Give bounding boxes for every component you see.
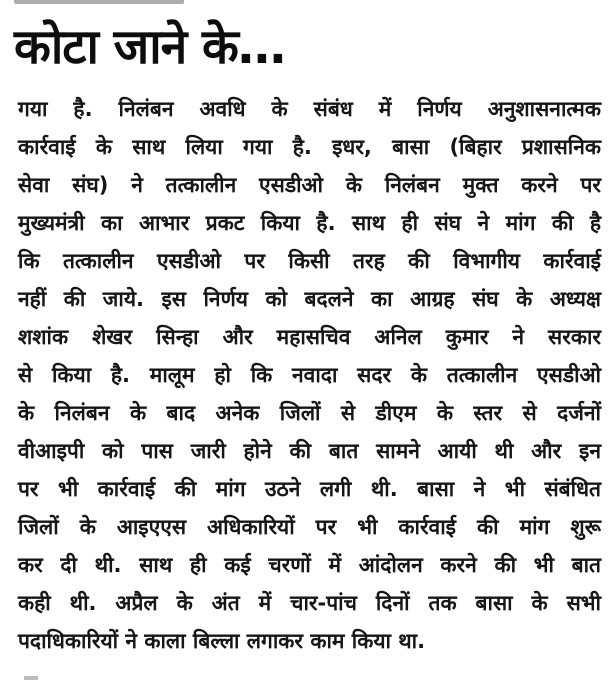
article-line: गया है. निलंबन अवधि के संबंध में निर्णय अनुशासनात्मक	[18, 97, 601, 121]
article-line: पदाधिकारियों ने काला बिल्ला लगाकर काम किया था.	[18, 629, 426, 653]
article-line: वीआइपी को पास जारी होने की बात सामने आयी थी और इन	[18, 439, 601, 463]
article-line: कार्रवाई के साथ लिया गया है. इधर, बासा (बिहार प्रशासनिक	[18, 135, 601, 159]
article-line: कही थी. अप्रैल के अंत में चार-पांच दिनों तक बासा के सभी	[18, 591, 601, 615]
article-line: के निलंबन के बाद अनेक जिलों से डीएम के स्तर से दर्जनों	[18, 401, 601, 425]
clipped-previous-line	[14, 0, 214, 6]
article-headline: कोटा जाने के…	[14, 19, 285, 75]
article-line: पर भी कार्रवाई की मांग उठने लगी थी. बासा ने भी संबंधित	[18, 477, 601, 501]
article-line: कि तत्कालीन एसडीओ पर किसी तरह की विभागीय कार्रवाई	[18, 249, 601, 273]
article-line: कर दी थी. साथ ही कई चरणों में आंदोलन करने की भी बात	[18, 553, 601, 577]
article-line: सेवा संघ) ने तत्कालीन एसडीओ के निलंबन मुक्त करने पर	[18, 173, 601, 197]
article-line: से किया है. मालूम हो कि नवादा सदर के तत्कालीन एसडीओ	[18, 363, 601, 387]
article-line: जिलों के आइएएस अधिकारियों पर भी कार्रवाई की मांग शुरू	[18, 515, 601, 539]
clipped-next-line	[24, 676, 38, 680]
clipped-text-fragment	[14, 0, 184, 4]
article-line: मुख्यमंत्री का आभार प्रकट किया है. साथ ही संघ ने मांग की है	[18, 211, 601, 235]
article-line: शशांक शेखर सिन्हा और महासचिव अनिल कुमार ने सरकार	[18, 325, 601, 349]
article-line: नहीं की जाये. इस निर्णय को बदलने का आग्रह संघ के अध्यक्ष	[18, 287, 601, 311]
article-body	[18, 90, 601, 660]
